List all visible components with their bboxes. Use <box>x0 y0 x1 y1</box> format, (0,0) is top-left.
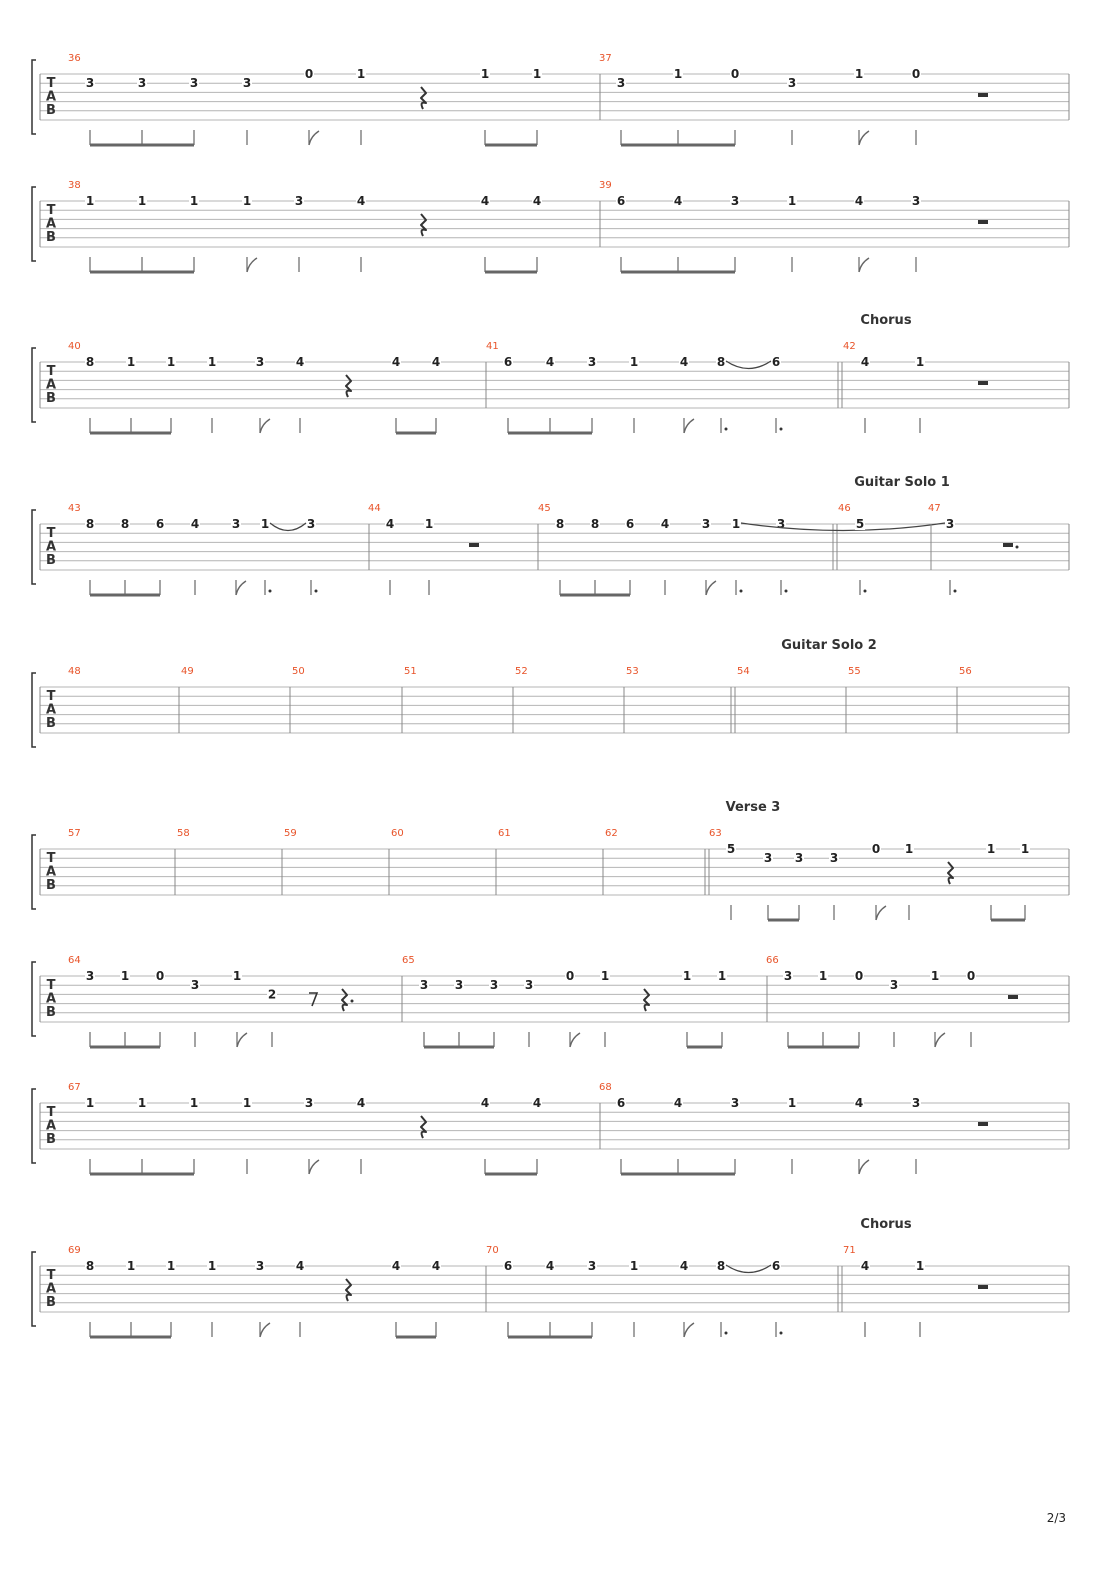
tab-clef-letter: T <box>46 978 56 993</box>
fret-number: 3 <box>190 978 200 993</box>
tab-clef-letter: A <box>45 702 57 718</box>
staff-system <box>32 53 1069 145</box>
fret-number: 4 <box>532 1096 542 1110</box>
tab-clef-letter: B <box>46 553 56 568</box>
tab-clef-letter: A <box>45 89 57 105</box>
quarter-rest <box>346 1279 351 1301</box>
fret-number: 1 <box>189 194 199 208</box>
fret-number: 4 <box>431 355 441 369</box>
fret-number: 3 <box>137 76 147 91</box>
measure <box>68 341 486 433</box>
fret-number: 6 <box>771 1259 781 1273</box>
fret-number: 1 <box>787 1096 797 1110</box>
fret-number: 3 <box>616 76 626 91</box>
fret-number: 3 <box>730 1096 740 1110</box>
quarter-rest <box>421 1116 426 1138</box>
rest-dot <box>1016 546 1019 549</box>
fret-number: 1 <box>260 517 270 531</box>
system-bracket <box>32 187 36 261</box>
tab-clef-letter: B <box>46 230 56 245</box>
fret-number: 3 <box>306 517 316 531</box>
fret-number: 3 <box>730 194 740 208</box>
fret-number: 4 <box>679 1259 689 1273</box>
fret-number: 1 <box>600 969 610 983</box>
fret-number: 8 <box>120 517 130 531</box>
measure <box>177 828 282 895</box>
tab-clef-letter: T <box>46 364 56 379</box>
fret-number: 6 <box>616 194 626 208</box>
fret-number: 5 <box>726 842 736 856</box>
measure <box>68 666 179 733</box>
tab-clef-letter: A <box>45 1118 57 1134</box>
staff-system <box>32 313 1069 433</box>
fret-number: 6 <box>503 355 513 369</box>
measure-number: 53 <box>626 666 639 677</box>
measure <box>599 1082 1069 1174</box>
fret-number: 1 <box>1020 842 1030 856</box>
measure <box>68 1082 600 1174</box>
fret-number: 4 <box>295 355 305 369</box>
measure-number: 64 <box>68 955 81 966</box>
fret-number: 4 <box>673 194 683 208</box>
fret-number: 3 <box>304 1096 314 1110</box>
half-rest <box>978 1122 988 1126</box>
fret-number: 3 <box>794 851 804 866</box>
note-flag <box>706 581 716 595</box>
fret-number: 4 <box>545 1259 555 1273</box>
measure-number: 36 <box>68 53 81 64</box>
tab-clef-letter: B <box>46 391 56 406</box>
fret-number: 4 <box>356 194 366 208</box>
fret-number: 8 <box>555 517 565 531</box>
fret-number: 1 <box>137 1096 147 1110</box>
duration-dot <box>725 1332 728 1335</box>
measure <box>838 503 931 595</box>
measure <box>68 955 402 1047</box>
fret-number: 1 <box>85 194 95 208</box>
measure-number: 39 <box>599 180 612 191</box>
fret-number: 3 <box>889 978 899 993</box>
system-bracket <box>32 1252 36 1326</box>
measure-number: 65 <box>402 955 415 966</box>
fret-number: 4 <box>860 355 870 369</box>
measure-number: 67 <box>68 1082 81 1093</box>
fret-number: 6 <box>771 355 781 369</box>
tab-clef-letter: T <box>46 1105 56 1120</box>
fret-number: 4 <box>480 1096 490 1110</box>
measure <box>368 503 538 595</box>
fret-number: 4 <box>431 1259 441 1273</box>
quarter-rest <box>421 87 426 109</box>
measure <box>68 1245 486 1337</box>
fret-number: 1 <box>242 1096 252 1110</box>
measure <box>68 828 175 895</box>
system-bracket <box>32 60 36 134</box>
fret-number: 4 <box>480 194 490 208</box>
fret-number: 1 <box>232 969 242 983</box>
fret-number: 1 <box>480 67 490 81</box>
fret-number: 4 <box>673 1096 683 1110</box>
note-flag <box>935 1033 945 1047</box>
system-bracket <box>32 835 36 909</box>
fret-number: 1 <box>424 517 434 531</box>
fret-number: 3 <box>85 969 95 983</box>
fret-number: 0 <box>911 67 921 81</box>
measure-number: 66 <box>766 955 779 966</box>
half-rest <box>1003 543 1013 547</box>
measure <box>599 53 1069 145</box>
measure-number: 59 <box>284 828 297 839</box>
measure-number: 57 <box>68 828 81 839</box>
fret-number: 1 <box>673 67 683 81</box>
fret-number: 6 <box>503 1259 513 1273</box>
measure-number: 42 <box>843 341 856 352</box>
measure-number: 40 <box>68 341 81 352</box>
duration-dot <box>780 1332 783 1335</box>
fret-number: 1 <box>818 969 828 983</box>
measure-number: 51 <box>404 666 417 677</box>
fret-number: 1 <box>85 1096 95 1110</box>
fret-number: 8 <box>85 355 95 369</box>
fret-number: 1 <box>207 355 217 369</box>
fret-number: 4 <box>679 355 689 369</box>
duration-dot <box>780 428 783 431</box>
staff-system <box>32 638 1069 747</box>
note-flag <box>859 131 869 145</box>
fret-number: 5 <box>855 517 865 531</box>
fret-number: 8 <box>590 517 600 531</box>
fret-number: 8 <box>85 517 95 531</box>
fret-number: 3 <box>454 978 464 993</box>
tab-clef-letter: B <box>46 1295 56 1310</box>
fret-number: 3 <box>911 1096 921 1110</box>
system-bracket <box>32 348 36 422</box>
fret-number: 8 <box>85 1259 95 1273</box>
fret-number: 1 <box>126 1259 136 1273</box>
fret-number: 1 <box>915 1259 925 1273</box>
half-rest <box>978 220 988 224</box>
measure <box>402 955 767 1047</box>
fret-number: 4 <box>385 517 395 531</box>
measure-number: 61 <box>498 828 511 839</box>
fret-number: 4 <box>295 1259 305 1273</box>
fret-number: 2 <box>267 987 277 1002</box>
measure-number: 71 <box>843 1245 856 1256</box>
note-flag <box>260 419 270 433</box>
fret-number: 3 <box>945 517 955 531</box>
fret-number: 4 <box>391 1259 401 1273</box>
measure-number: 60 <box>391 828 404 839</box>
tab-clef-letter: A <box>45 991 57 1007</box>
measure-number: 55 <box>848 666 861 677</box>
note-flag <box>309 1160 319 1174</box>
fret-number: 3 <box>911 194 921 208</box>
measure <box>737 666 846 733</box>
tab-clef-letter: B <box>46 1005 56 1020</box>
measure <box>599 180 1069 272</box>
fret-number: 3 <box>701 517 711 531</box>
measure <box>391 828 496 895</box>
staff-system <box>32 800 1069 920</box>
fret-number: 1 <box>629 1259 639 1273</box>
page-number: 2/3 <box>1046 1511 1066 1525</box>
half-rest <box>469 543 479 547</box>
tab-clef-letter: T <box>46 1268 56 1283</box>
fret-number: 0 <box>304 67 314 81</box>
fret-number: 4 <box>190 517 200 531</box>
fret-number: 1 <box>120 969 130 983</box>
measure <box>404 666 513 733</box>
note-flag <box>260 1323 270 1337</box>
fret-number: 6 <box>616 1096 626 1110</box>
measure-number: 54 <box>737 666 750 677</box>
fret-number: 3 <box>787 76 797 91</box>
duration-dot <box>954 590 957 593</box>
note-flag <box>859 1160 869 1174</box>
duration-dot <box>269 590 272 593</box>
tab-clef-letter: A <box>45 377 57 393</box>
fret-number: 1 <box>854 67 864 81</box>
half-rest <box>978 93 988 97</box>
measure-number: 41 <box>486 341 499 352</box>
measure-number: 46 <box>838 503 851 514</box>
note-flag <box>247 258 257 272</box>
fret-number: 3 <box>489 978 499 993</box>
measure <box>68 180 600 272</box>
tab-clef-letter: B <box>46 716 56 731</box>
measure <box>538 503 945 595</box>
fret-number: 4 <box>545 355 555 369</box>
measure <box>959 666 1069 733</box>
measure <box>498 828 603 895</box>
staff-system <box>32 475 1069 595</box>
quarter-rest <box>346 375 351 397</box>
fret-number: 3 <box>587 355 597 369</box>
tab-clef-letter: T <box>46 851 56 866</box>
half-rest <box>978 1285 988 1289</box>
quarter-rest <box>421 214 426 236</box>
fret-number: 1 <box>986 842 996 856</box>
staff-system <box>32 180 1069 272</box>
tab-clef-letter: T <box>46 76 56 91</box>
fret-number: 3 <box>829 851 839 866</box>
note-flag <box>876 906 886 920</box>
fret-number: 0 <box>155 969 165 983</box>
fret-number: 1 <box>930 969 940 983</box>
staff-system <box>32 1082 1069 1174</box>
measure <box>292 666 402 733</box>
measure-number: 44 <box>368 503 381 514</box>
measure <box>486 341 842 433</box>
note-flag <box>684 419 694 433</box>
duration-dot <box>864 590 867 593</box>
measure-number: 50 <box>292 666 305 677</box>
quarter-rest <box>948 862 953 884</box>
half-rest <box>978 381 988 385</box>
fret-number: 3 <box>231 517 241 531</box>
section-label: Chorus <box>860 1217 912 1232</box>
measure-number: 43 <box>68 503 81 514</box>
measure-number: 45 <box>538 503 551 514</box>
duration-dot <box>785 590 788 593</box>
measure <box>181 666 290 733</box>
fret-number: 3 <box>783 969 793 983</box>
section-label: Guitar Solo 2 <box>781 638 877 653</box>
fret-number: 4 <box>356 1096 366 1110</box>
fret-number: 1 <box>126 355 136 369</box>
section-label: Chorus <box>860 313 912 328</box>
rest-dot <box>351 1000 354 1003</box>
fret-number: 1 <box>189 1096 199 1110</box>
system-bracket <box>32 673 36 747</box>
fret-number: 1 <box>207 1259 217 1273</box>
fret-number: 3 <box>255 355 265 369</box>
note-flag <box>684 1323 694 1337</box>
measure-number: 49 <box>181 666 194 677</box>
quarter-rest <box>342 989 347 1011</box>
measure-number: 56 <box>959 666 972 677</box>
fret-number: 0 <box>730 67 740 81</box>
fret-number: 1 <box>166 1259 176 1273</box>
fret-number: 0 <box>966 969 976 983</box>
measure <box>843 341 1069 433</box>
staff-system <box>32 1217 1069 1337</box>
fret-number: 1 <box>137 194 147 208</box>
fret-number: 1 <box>731 517 741 531</box>
measure <box>486 1245 842 1337</box>
fret-number: 4 <box>660 517 670 531</box>
measure-number: 68 <box>599 1082 612 1093</box>
measure <box>68 53 600 145</box>
fret-number: 4 <box>391 355 401 369</box>
fret-number: 3 <box>242 76 252 91</box>
fret-number: 1 <box>166 355 176 369</box>
fret-number: 3 <box>776 517 786 531</box>
note-flag <box>570 1033 580 1047</box>
tab-clef-letter: B <box>46 878 56 893</box>
section-label: Verse 3 <box>725 800 781 815</box>
system-bracket <box>32 510 36 584</box>
fret-number: 3 <box>524 978 534 993</box>
measure-number: 70 <box>486 1245 499 1256</box>
fret-number: 0 <box>871 842 881 856</box>
tab-clef-letter: B <box>46 103 56 118</box>
measure <box>709 828 1069 920</box>
measure <box>843 1245 1069 1337</box>
tab-clef-letter: A <box>45 1281 57 1297</box>
fret-number: 4 <box>860 1259 870 1273</box>
note-flag <box>237 1033 247 1047</box>
tab-clef-letter: A <box>45 864 57 880</box>
fret-number: 1 <box>356 67 366 81</box>
measure <box>766 955 1069 1047</box>
tab-clef-letter: T <box>46 203 56 218</box>
tab-clef-letter: B <box>46 1132 56 1147</box>
tab-clef-letter: A <box>45 539 57 555</box>
fret-number: 3 <box>85 76 95 91</box>
staff-system <box>32 955 1069 1047</box>
measure-number: 47 <box>928 503 941 514</box>
measure <box>284 828 389 895</box>
tab-clef-letter: T <box>46 689 56 704</box>
fret-number: 0 <box>565 969 575 983</box>
tab-clef-letter: A <box>45 216 57 232</box>
fret-number: 6 <box>625 517 635 531</box>
measure-number: 62 <box>605 828 618 839</box>
duration-dot <box>725 428 728 431</box>
duration-dot <box>315 590 318 593</box>
section-label: Guitar Solo 1 <box>854 475 950 490</box>
measure-number: 63 <box>709 828 722 839</box>
measure <box>605 828 709 895</box>
fret-number: 3 <box>255 1259 265 1273</box>
duration-dot <box>740 590 743 593</box>
measure <box>848 666 957 733</box>
fret-number: 3 <box>419 978 429 993</box>
note-flag <box>859 258 869 272</box>
measure <box>626 666 735 733</box>
fret-number: 1 <box>682 969 692 983</box>
fret-number: 3 <box>189 76 199 91</box>
measure-number: 38 <box>68 180 81 191</box>
fret-number: 4 <box>854 194 864 208</box>
fret-number: 1 <box>787 194 797 208</box>
measure <box>68 503 369 595</box>
fret-number: 1 <box>717 969 727 983</box>
measure-number: 58 <box>177 828 190 839</box>
fret-number: 3 <box>587 1259 597 1273</box>
fret-number: 8 <box>716 1259 726 1273</box>
fret-number: 3 <box>763 851 773 866</box>
quarter-rest <box>644 989 649 1011</box>
fret-number: 8 <box>716 355 726 369</box>
note-flag <box>309 131 319 145</box>
fret-number: 1 <box>532 67 542 81</box>
measure <box>928 503 1069 595</box>
measure-number: 52 <box>515 666 528 677</box>
fret-number: 1 <box>629 355 639 369</box>
fret-number: 0 <box>854 969 864 983</box>
measure <box>515 666 624 733</box>
system-bracket <box>32 962 36 1036</box>
measure-number: 37 <box>599 53 612 64</box>
fret-number: 1 <box>242 194 252 208</box>
fret-number: 1 <box>904 842 914 856</box>
fret-number: 4 <box>854 1096 864 1110</box>
measure-number: 48 <box>68 666 81 677</box>
note-flag <box>236 581 246 595</box>
measure-number: 69 <box>68 1245 81 1256</box>
system-bracket <box>32 1089 36 1163</box>
fret-number: 4 <box>532 194 542 208</box>
fret-number: 1 <box>915 355 925 369</box>
fret-number: 6 <box>155 517 165 531</box>
fret-number: 3 <box>294 194 304 208</box>
half-rest <box>1008 995 1018 999</box>
tab-clef-letter: T <box>46 526 56 541</box>
